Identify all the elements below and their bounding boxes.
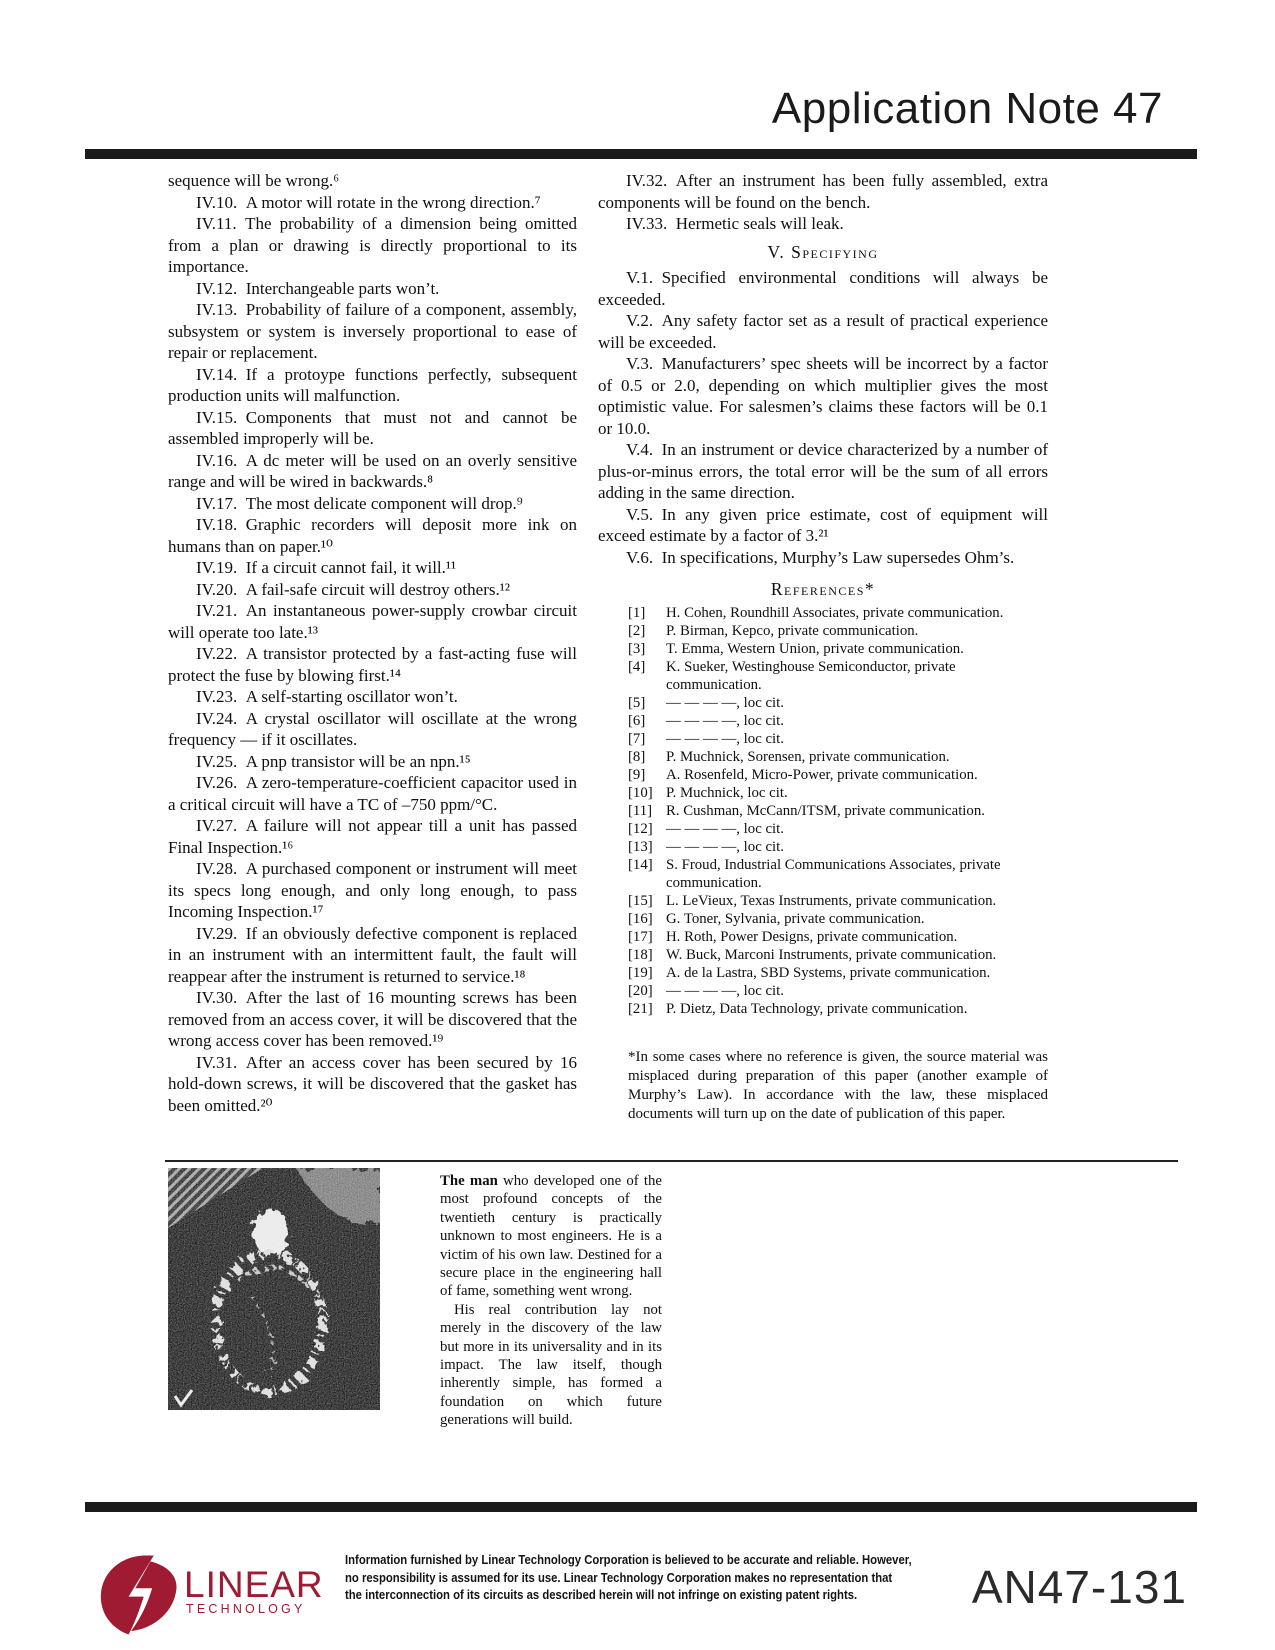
reference-text: — — — —, loc cit. bbox=[666, 730, 784, 747]
reference-text: — — — —, loc cit. bbox=[666, 982, 784, 999]
law-iv-27: IV.27. A failure will not appear till a unit has passed Final Inspection.¹⁶ bbox=[168, 816, 577, 857]
right-column bbox=[598, 170, 1048, 1140]
reference-label: [17] bbox=[628, 928, 653, 945]
references-heading: References* bbox=[770, 579, 876, 599]
reference-item bbox=[628, 982, 1048, 1000]
reference-label: [2] bbox=[628, 622, 646, 639]
section-heading-specifying: V. Specifying bbox=[767, 241, 879, 262]
header-rule bbox=[85, 149, 1197, 159]
lt-logo-icon bbox=[95, 1552, 179, 1638]
reference-item bbox=[628, 946, 1048, 964]
reference-text: K. Sueker, Westinghouse Semiconductor, private communication. bbox=[666, 658, 956, 693]
reference-item bbox=[628, 604, 1048, 622]
reference-text: H. Roth, Power Designs, private communication. bbox=[666, 928, 958, 945]
law-iv-12: IV.12. Interchangeable parts won’t. bbox=[196, 278, 440, 298]
reference-label: [8] bbox=[628, 748, 646, 765]
reference-text: W. Buck, Marconi Instruments, private communication. bbox=[666, 946, 997, 963]
reference-item bbox=[628, 892, 1048, 910]
reference-item bbox=[628, 622, 1048, 640]
reference-label: [12] bbox=[628, 820, 653, 837]
law-iv-11: IV.11. The probability of a dimension being omitted from a plan or drawing is directly proportional to its importance. bbox=[168, 214, 577, 276]
law-iv-18: IV.18. Graphic recorders will deposit more ink on humans than on paper.¹⁰ bbox=[168, 515, 577, 556]
reference-label: [15] bbox=[628, 892, 653, 909]
law-v-3: V.3. Manufacturers’ spec sheets will be incorrect by a factor of 0.5 or 2.0, depending on which multiplier gives the most optimistic value. For salesmen’s claims these factors will be 0.1 or 10.0. bbox=[598, 354, 1048, 438]
page-title: Application Note 47 bbox=[771, 84, 1163, 133]
reference-text: P. Birman, Kepco, private communication. bbox=[666, 622, 919, 639]
law-iv-17: IV.17. The most delicate component will drop.⁹ bbox=[196, 493, 523, 513]
reference-item bbox=[628, 838, 1048, 856]
references-footnote: *In some cases where no reference is given, the source material was misplaced during preparation of this paper (another example of Murphy’s Law). In accordance with the law, these misplaced documents will turn up on the date of publication of this paper. bbox=[628, 1048, 1048, 1123]
reference-label: [18] bbox=[628, 946, 653, 963]
reference-label: [4] bbox=[628, 658, 646, 675]
reference-label: [9] bbox=[628, 766, 646, 783]
linear-technology-logo bbox=[95, 1552, 324, 1638]
reference-label: [7] bbox=[628, 730, 646, 747]
law-iv-19: IV.19. If a circuit cannot fail, it will.¹¹ bbox=[196, 558, 457, 577]
reference-text: H. Cohen, Roundhill Associates, private communication. bbox=[666, 604, 1004, 621]
reference-text: P. Dietz, Data Technology, private communication. bbox=[666, 1000, 968, 1017]
reference-label: [5] bbox=[628, 694, 646, 711]
reference-item bbox=[628, 856, 1048, 892]
law-iv-22: IV.22. A transistor protected by a fast-acting fuse will protect the fuse by blowing first.¹⁴ bbox=[168, 644, 577, 685]
law-iv-20: IV.20. A fail-safe circuit will destroy others.¹² bbox=[196, 579, 510, 599]
law-iv-23: IV.23. A self-starting oscillator won’t. bbox=[196, 687, 458, 706]
logo-wordmark: LINEAR bbox=[184, 1564, 324, 1605]
reference-label: [13] bbox=[628, 838, 653, 855]
reference-item bbox=[628, 640, 1048, 658]
law-continuation: sequence will be wrong.⁶ bbox=[168, 171, 340, 190]
law-iv-16: IV.16. A dc meter will be used on an overly sensitive range and will be wired in backwards.⁸ bbox=[168, 450, 577, 491]
reference-text: S. Froud, Industrial Communications Associates, private communication. bbox=[666, 856, 1001, 891]
reference-text: A. Rosenfeld, Micro-Power, private communication. bbox=[666, 766, 978, 783]
law-iv-10: IV.10. A motor will rotate in the wrong direction.⁷ bbox=[196, 192, 541, 212]
reference-item bbox=[628, 802, 1048, 820]
law-iv-13: IV.13. Probability of failure of a component, assembly, subsystem or system is inversely proportional to ease of repair or replacement. bbox=[168, 300, 577, 362]
law-v-1: V.1. Specified environmental conditions will always be exceeded. bbox=[598, 268, 1048, 309]
bio-caption-lead: The man bbox=[440, 1173, 498, 1189]
bio-separator-rule bbox=[165, 1160, 1178, 1162]
reference-text: P. Muchnick, Sorensen, private communication. bbox=[666, 748, 950, 765]
page-number: AN47-131 bbox=[971, 1561, 1187, 1613]
body-columns bbox=[168, 170, 1048, 1140]
reference-text: L. LeVieux, Texas Instruments, private communication. bbox=[666, 892, 997, 909]
law-iv-24: IV.24. A crystal oscillator will oscillate at the wrong frequency — if it oscillates. bbox=[168, 708, 577, 749]
reference-text: — — — —, loc cit. bbox=[666, 712, 784, 729]
law-iv-30: IV.30. After the last of 16 mounting screws has been removed from an access cover, it will be discovered that the wrong access cover has been removed.¹⁹ bbox=[168, 988, 577, 1050]
law-iv-25: IV.25. A pnp transistor will be an npn.¹⁵ bbox=[196, 751, 471, 771]
reference-label: [11] bbox=[628, 802, 653, 819]
reference-label: [16] bbox=[628, 910, 653, 927]
law-iv-31: IV.31. After an access cover has been secured by 16 hold-down screws, it will be discovered that the gasket has been omitted.²⁰ bbox=[168, 1052, 577, 1115]
reference-item bbox=[628, 730, 1048, 748]
reference-label: [20] bbox=[628, 982, 653, 999]
reference-label: [1] bbox=[628, 604, 646, 621]
references-list bbox=[598, 604, 1048, 1018]
reference-item bbox=[628, 748, 1048, 766]
law-iv-33: IV.33. Hermetic seals will leak. bbox=[626, 214, 844, 233]
reference-label: [3] bbox=[628, 640, 646, 657]
reference-text: A. de la Lastra, SBD Systems, private communication. bbox=[666, 964, 991, 981]
footer-rule bbox=[85, 1502, 1197, 1512]
reference-item bbox=[628, 820, 1048, 838]
disclaimer-line: no responsibility is assumed for its use. Linear Technology Corporation makes no representation that bbox=[345, 1569, 893, 1585]
bio-caption bbox=[440, 1172, 662, 1430]
reference-text: — — — —, loc cit. bbox=[666, 838, 784, 855]
bio-caption-paragraph-1 bbox=[440, 1172, 662, 1301]
logo-subtext: TECHNOLOGY bbox=[186, 1602, 306, 1616]
reference-item bbox=[628, 784, 1048, 802]
law-iv-15: IV.15. Components that must not and cannot be assembled improperly will be. bbox=[168, 407, 577, 448]
reference-label: [21] bbox=[628, 1000, 653, 1017]
reference-item bbox=[628, 658, 1048, 694]
reference-item bbox=[628, 712, 1048, 730]
reference-text: — — — —, loc cit. bbox=[666, 820, 784, 837]
reference-item bbox=[628, 910, 1048, 928]
law-v-6: V.6. In specifications, Murphy’s Law supersedes Ohm’s. bbox=[626, 547, 1015, 567]
law-iv-21: IV.21. An instantaneous power-supply crowbar circuit will operate too late.¹³ bbox=[168, 601, 577, 642]
bio-caption-paragraph-2: His real contribution lay not merely in the discovery of the law but more in its universality and in its impact. The law itself, though inherently simple, has formed a foundation on which future generations will build. bbox=[440, 1301, 662, 1429]
reference-text: — — — —, loc cit. bbox=[666, 694, 784, 711]
logo-wordmark-block bbox=[184, 1564, 324, 1616]
murphy-portrait-photo bbox=[168, 1168, 380, 1410]
reference-text: T. Emma, Western Union, private communication. bbox=[666, 640, 964, 657]
disclaimer-line: Information furnished by Linear Technology Corporation is believed to be accurate and reliable. However, bbox=[345, 1552, 912, 1567]
reference-text: G. Toner, Sylvania, private communication. bbox=[666, 910, 925, 927]
law-iv-28: IV.28. A purchased component or instrument will meet its specs long enough, and only long enough, to pass Incoming Inspection.¹⁷ bbox=[168, 859, 577, 921]
law-iv-26: IV.26. A zero-temperature-coefficient capacitor used in a critical circuit will have a TC of –750 ppm/°C. bbox=[168, 773, 577, 814]
reference-item bbox=[628, 928, 1048, 946]
law-iv-32: IV.32. After an instrument has been fully assembled, extra components will be found on the bench. bbox=[598, 171, 1048, 212]
law-iv-29: IV.29. If an obviously defective component is replaced in an instrument with an intermittent fault, the fault will reappear after the instrument is returned to service.¹⁸ bbox=[168, 923, 577, 986]
reference-text: R. Cushman, McCann/ITSM, private communication. bbox=[666, 802, 985, 819]
law-iv-14: IV.14. If a protoype functions perfectly, subsequent production units will malfunction. bbox=[168, 364, 577, 405]
reference-item bbox=[628, 1000, 1048, 1018]
law-v-5: V.5. In any given price estimate, cost of equipment will exceed estimate by a factor of 3.²¹ bbox=[598, 504, 1048, 545]
law-v-4: V.4. In an instrument or device characterized by a number of plus-or-minus errors, the total error will be the sum of all errors adding in the same direction. bbox=[598, 440, 1048, 502]
reference-item bbox=[628, 964, 1048, 982]
reference-item bbox=[628, 694, 1048, 712]
bio-caption-rest: who developed one of the most profound concepts of the twentieth century is practically unknown to most engineers. He is a victim of his own law. Destined for a secure place in the engineering hall of fame, something went wrong. bbox=[440, 1173, 662, 1300]
reference-label: [10] bbox=[628, 784, 653, 801]
disclaimer-line: the interconnection of its circuits as described herein will not infringe on existing patent rights. bbox=[345, 1587, 858, 1603]
reference-text: P. Muchnick, loc cit. bbox=[666, 784, 788, 801]
law-v-2: V.2. Any safety factor set as a result of practical experience will be exceeded. bbox=[598, 311, 1048, 352]
reference-label: [19] bbox=[628, 964, 653, 981]
footer-disclaimer bbox=[345, 1551, 912, 1604]
reference-label: [6] bbox=[628, 712, 646, 729]
left-column bbox=[168, 170, 577, 1140]
reference-item bbox=[628, 766, 1048, 784]
reference-label: [14] bbox=[628, 856, 653, 873]
